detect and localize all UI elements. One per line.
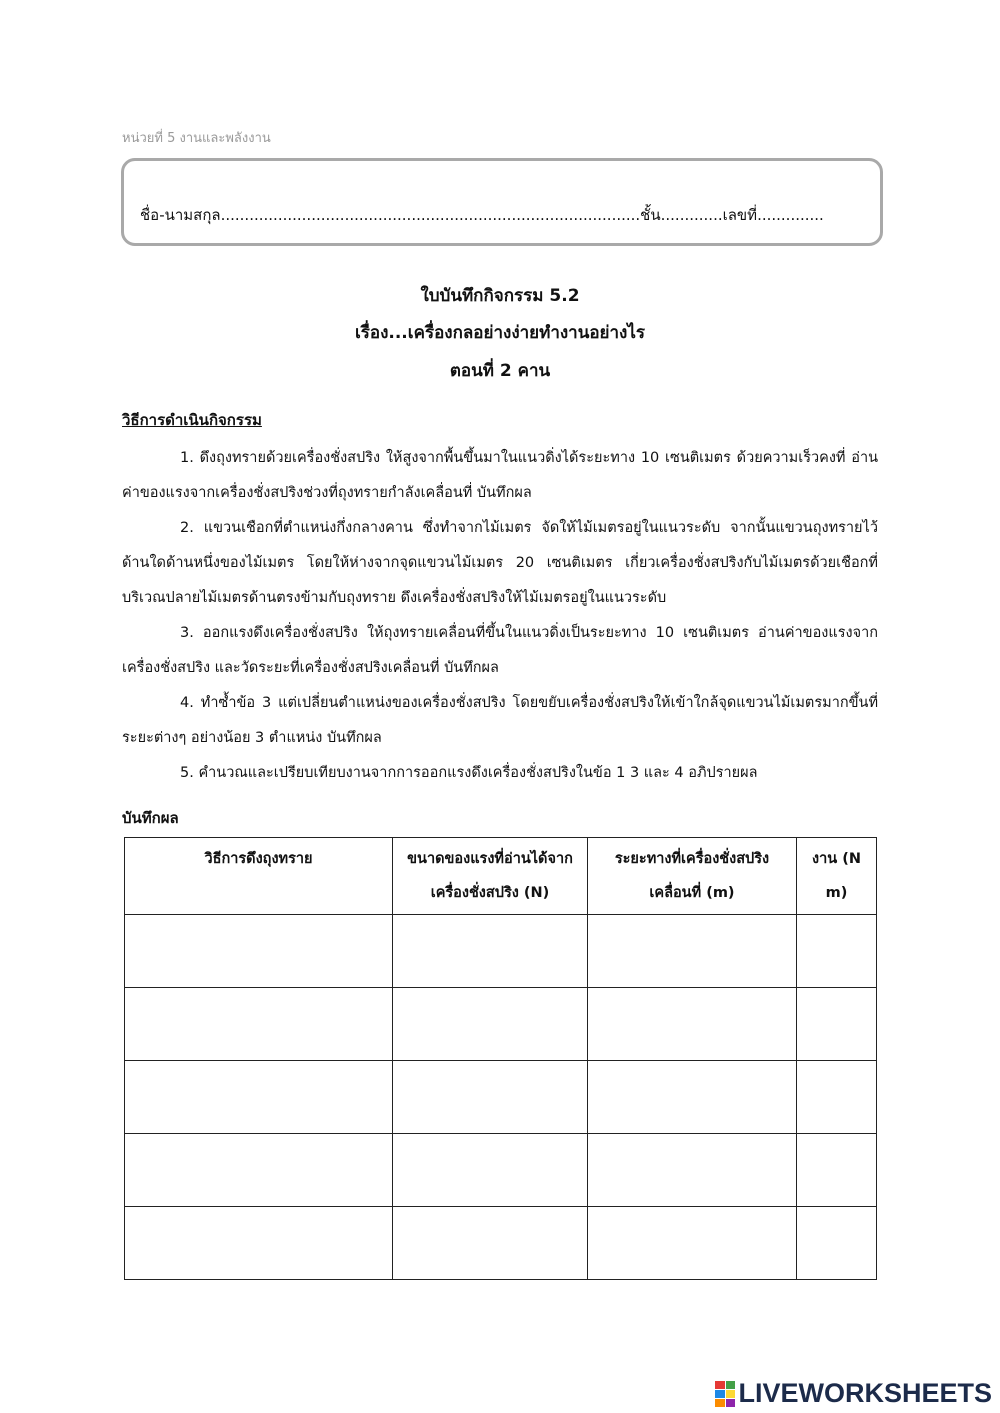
liveworksheets-logo [715, 1378, 992, 1409]
table-cell[interactable] [125, 1134, 393, 1207]
table-row [125, 915, 877, 988]
table-row [125, 988, 877, 1061]
logo-square [715, 1390, 725, 1398]
table-cell[interactable] [393, 1207, 588, 1280]
logo-square [726, 1381, 736, 1389]
table-cell[interactable] [588, 1207, 797, 1280]
logo-squares-icon [715, 1381, 735, 1407]
table-cell[interactable] [797, 1134, 877, 1207]
procedure-step: 5. คำนวณและเปรียบเทียบงานจากการออกแรงดึงเครื่องชั่งสปริงในข้อ 1 3 และ 4 อภิปรายผล [180, 765, 758, 781]
unit-label: หน่วยที่ 5 งานและพลังงาน [122, 131, 271, 146]
table-cell[interactable] [797, 1061, 877, 1134]
logo-square [726, 1390, 736, 1398]
procedure-step: 2. แขวนเชือกที่ตำแหน่งกึ่งกลางคาน ซึ่งทำจากไม้เมตร จัดให้ไม้เมตรอยู่ในแนวระดับ จากนั้นแขวนถุงทรายไว้ด้านใดด้านหนึ่งของไม้เมตร โดยให้ห่างจากจุดแขวนไม้เมตร 20 เซนติเมตร เกี่ยวเครื่องชั่งสปริงกับไม้เมตรด้วยเชือกที่บริเวณปลายไม้เมตรด้านตรงข้ามกับถุงทราย ดึงเครื่องชั่งสปริงให้ไม้เมตรอยู่ในแนวระดับ [122, 520, 878, 606]
logo-square [715, 1399, 725, 1407]
table-cell[interactable] [588, 915, 797, 988]
table-cell[interactable] [797, 988, 877, 1061]
column-header-force: ขนาดของแรงที่อ่านได้จากเครื่องชั่งสปริง (N) [393, 838, 588, 915]
table-cell[interactable] [393, 1061, 588, 1134]
student-info-line[interactable]: ชื่อ-นามสกุล........................................................................................ชั้น.............เลขที่.............. [140, 206, 824, 224]
table-cell[interactable] [125, 988, 393, 1061]
table-cell[interactable] [588, 1134, 797, 1207]
table-cell[interactable] [393, 915, 588, 988]
table-cell[interactable] [393, 1134, 588, 1207]
logo-square [715, 1381, 725, 1389]
table-row [125, 1061, 877, 1134]
procedure-step: 1. ดึงถุงทรายด้วยเครื่องชั่งสปริง ให้สูงจากพื้นขึ้นมาในแนวดิ่งได้ระยะทาง 10 เซนติเมตร ด้วยความเร็วคงที่ อ่านค่าของแรงจากเครื่องชั่งสปริงช่วงที่ถุงทรายกำลังเคลื่อนที่ บันทึกผล [122, 450, 878, 501]
table-row [125, 1207, 877, 1280]
logo-text: LIVEWORKSHEETS [738, 1378, 992, 1408]
procedure-heading: วิธีการดำเนินกิจกรรม [122, 411, 262, 429]
table-cell[interactable] [393, 988, 588, 1061]
column-header-distance: ระยะทางที่เครื่องชั่งสปริงเคลื่อนที่ (m) [588, 838, 797, 915]
logo-square [726, 1399, 736, 1407]
topic-title: เรื่อง...เครื่องกลอย่างง่ายทำงานอย่างไร [354, 323, 646, 343]
table-cell[interactable] [588, 988, 797, 1061]
table-cell[interactable] [797, 915, 877, 988]
part-title: ตอนที่ 2 คาน [449, 361, 551, 381]
sheet-title: ใบบันทึกกิจกรรม 5.2 [420, 286, 580, 306]
procedure-steps [122, 441, 878, 791]
table-header-row [125, 838, 877, 915]
table-cell[interactable] [125, 1207, 393, 1280]
procedure-step: 3. ออกแรงดึงเครื่องชั่งสปริง ให้ถุงทรายเคลื่อนที่ขึ้นในแนวดิ่งเป็นระยะทาง 10 เซนติเมตร อ่านค่าของแรงจากเครื่องชั่งสปริง และวัดระยะที่เครื่องชั่งสปริงเคลื่อนที่ บันทึกผล [122, 625, 878, 676]
column-header-method: วิธีการดึงถุงทราย [125, 838, 393, 915]
student-info-box [121, 158, 883, 246]
table-cell[interactable] [125, 915, 393, 988]
results-heading: บันทึกผล [122, 809, 179, 827]
procedure-step: 4. ทำซ้ำข้อ 3 แต่เปลี่ยนตำแหน่งของเครื่องชั่งสปริง โดยขยับเครื่องชั่งสปริงให้เข้าใกล้จุดแขวนไม้เมตรมากขึ้นที่ระยะต่างๆ อย่างน้อย 3 ตำแหน่ง บันทึกผล [122, 695, 878, 746]
table-cell[interactable] [125, 1061, 393, 1134]
table-cell[interactable] [797, 1207, 877, 1280]
table-cell[interactable] [588, 1061, 797, 1134]
column-header-work: งาน (N m) [797, 838, 877, 915]
table-row [125, 1134, 877, 1207]
results-table [124, 837, 877, 1280]
